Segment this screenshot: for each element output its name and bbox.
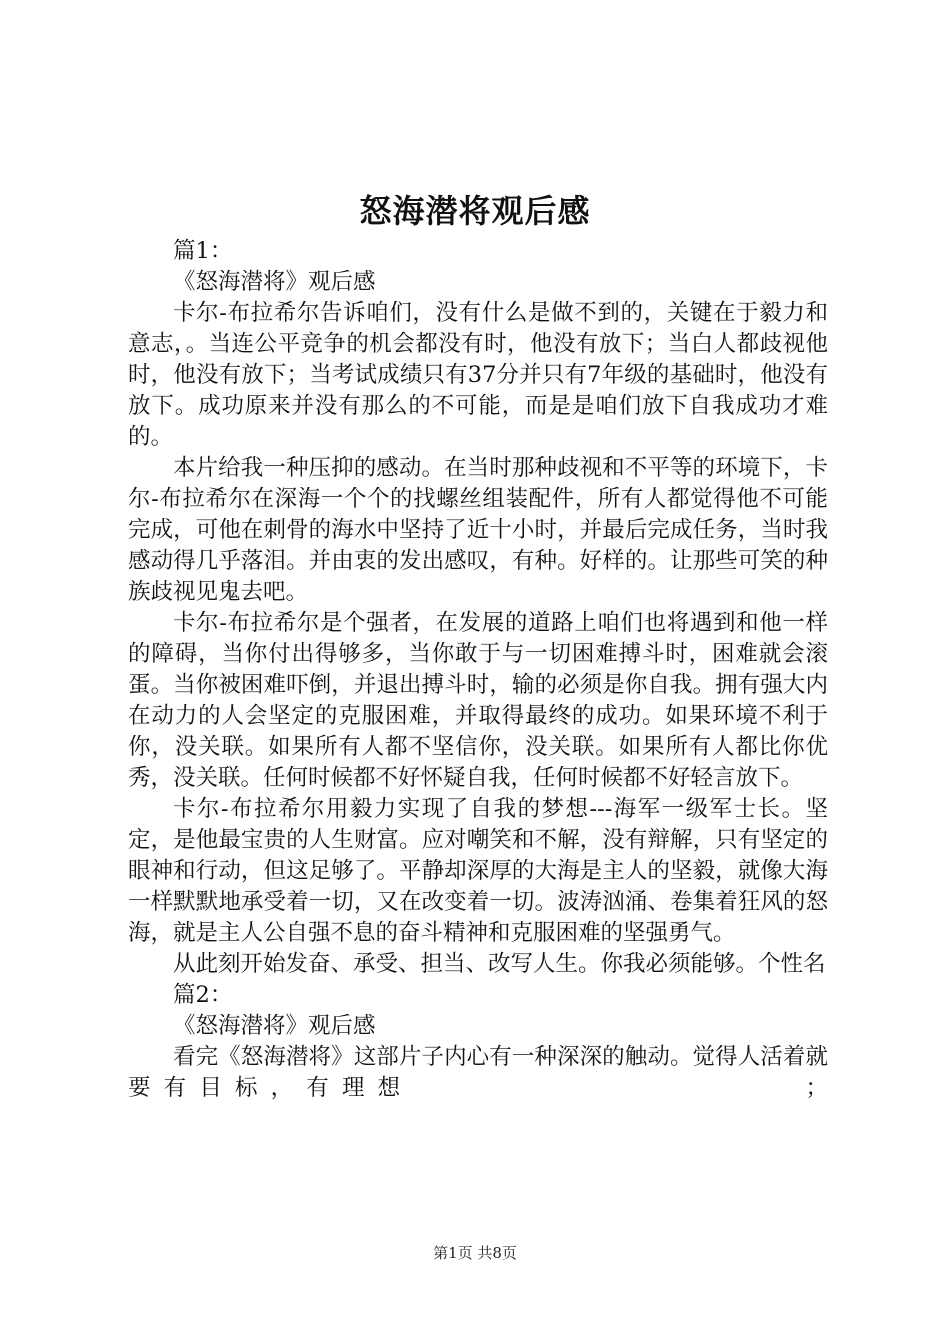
document-body: [128, 236, 828, 1104]
paragraph: 本片给我一种压抑的感动。在当时那种歧视和不平等的环境下，卡尔-布拉希尔在深海一个个的找螺丝组装配件，所有人都觉得他不可能完成，可他在刺骨的海水中坚持了近十小时，并最后完成任务，当时我感动得几乎落泪。并由衷的发出感叹，有种。好样的。让那些可笑的种族歧视见鬼去吧。: [128, 455, 828, 605]
paragraph: 卡尔-布拉希尔是个强者，在发展的道路上咱们也将遇到和他一样的障碍，当你付出得够多，当你敢于与一切困难搏斗时，困难就会滚蛋。当你被困难吓倒，并退出搏斗时，输的必须是你自我。拥有强大内在动力的人会坚定的克服困难，并取得最终的成功。如果环境不利于你，没关联。如果所有人都不坚信你，没关联。如果所有人都比你优秀，没关联。任何时候都不好怀疑自我，任何时候都不好轻言放下。: [128, 610, 828, 791]
page-number: 第1页 共8页: [433, 1244, 517, 1262]
section-subtitle-2: 《怒海潜将》观后感: [173, 1013, 376, 1039]
section-subtitle-1: 《怒海潜将》观后感: [173, 269, 376, 295]
paragraph: 卡尔-布拉希尔告诉咱们，没有什么是做不到的，关键在于毅力和意志，。当连公平竞争的机会都没有时，他没有放下；当白人都歧视他时，他没有放下；当考试成绩只有37分并只有7年级的基础时，他没有放下。成功原来并没有那么的不可能，而是是咱们放下自我成功才难的。: [128, 300, 828, 450]
section-heading-1: 篇1：: [173, 238, 233, 264]
paragraph: 从此刻开始发奋、承受、担当、改写人生。你我必须能够。个性名: [173, 951, 826, 977]
paragraph: 看完《怒海潜将》这部片子内心有一种深深的触动。觉得人活着就要有目标，有理想 ；: [128, 1044, 828, 1101]
page-title: 怒海潜将观后感: [359, 192, 591, 230]
paragraph: 卡尔-布拉希尔用毅力实现了自我的梦想---海军一级军士长。坚定，是他最宝贵的人生财富。应对嘲笑和不解，没有辩解，只有坚定的眼神和行动，但这足够了。平静却深厚的大海是主人的坚毅，就像大海一样默默地承受着一切，又在改变着一切。波涛汹涌、卷集着狂风的怒海，就是主人公自强不息的奋斗精神和克服困难的坚强勇气。: [128, 796, 828, 946]
section-heading-2: 篇2：: [173, 982, 233, 1008]
